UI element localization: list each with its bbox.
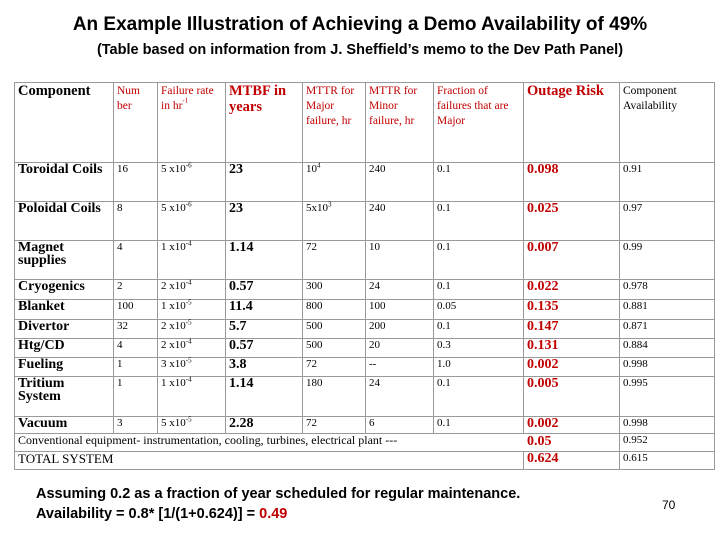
row-number: 100 [114,300,158,320]
row-mtbf: 1.14 [226,377,303,417]
row-availability: 0.884 [620,339,715,358]
row-fraction: 1.0 [434,358,524,377]
row-mttr-minor: 20 [366,339,434,358]
row-mttr-major: 800 [303,300,366,320]
row-component: Vacuum [15,417,114,434]
row-outage-risk: 0.098 [524,163,620,202]
row-component: Magnet supplies [15,241,114,280]
page-number: 70 [662,498,676,512]
row-outage-risk: 0.007 [524,241,620,280]
row-mttr-major: 72 [303,241,366,280]
row-failure-rate: 1 $x10^{-4}$ [158,241,226,280]
row-mttr-major: $10^4$ [303,163,366,202]
conventional-risk: 0.05 [527,434,552,449]
row-fraction: 0.3 [434,339,524,358]
table-row [15,377,715,417]
row-component: Blanket [15,300,114,320]
row-failure-rate: 5 $x10^{-5}$ [158,417,226,434]
row-mttr-minor: 200 [366,320,434,339]
header-failure-rate: Failure rate in $hr^{-1}$ [158,83,226,163]
row-number: 2 [114,280,158,300]
conventional-availability: 0.952 [620,434,715,452]
header-outage-risk: Outage Risk [524,83,620,163]
row-outage-risk: 0.131 [524,339,620,358]
row-failure-rate: 2 $x10^{-4}$ [158,280,226,300]
slide-title: An Example Illustration of Achieving a Demo Availability of 49% [72,14,648,35]
row-availability: 0.97 [620,202,715,241]
row-component: Tritium System [15,377,114,417]
row-mttr-major: 180 [303,377,366,417]
header-mttr-minor: MTTR for Minor failure, hr [366,83,434,163]
row-mttr-major: 500 [303,320,366,339]
row-component: Fueling [15,358,114,377]
row-component: Poloidal Coils [15,202,114,241]
row-fraction: 0.1 [434,202,524,241]
maintenance-note [36,484,520,524]
table-row-total [15,452,715,470]
row-mttr-minor: 240 [366,163,434,202]
row-mttr-minor: 240 [366,202,434,241]
row-number: 4 [114,241,158,280]
total-availability: 0.615 [620,452,715,470]
row-availability: 0.998 [620,358,715,377]
row-number: 8 [114,202,158,241]
row-outage-risk: 0.147 [524,320,620,339]
row-fraction: 0.1 [434,417,524,434]
row-outage-risk: 0.002 [524,358,620,377]
row-mttr-major: $5x10^3$ [303,202,366,241]
availability-table [14,82,715,470]
row-fraction: 0.1 [434,241,524,280]
row-outage-risk: 0.025 [524,202,620,241]
row-mtbf: 23 [226,163,303,202]
row-number: 1 [114,358,158,377]
row-fraction: 0.1 [434,280,524,300]
table-row [15,241,715,280]
table-row [15,300,715,320]
header-fraction-major: Fraction of failures that are Major [434,83,524,163]
row-outage-risk: 0.022 [524,280,620,300]
row-component: Cryogenics [15,280,114,300]
header-mtbf: MTBF in years [226,83,303,163]
table-row [15,320,715,339]
row-mttr-major: 300 [303,280,366,300]
row-number: 1 [114,377,158,417]
table-header-row [15,83,715,163]
row-mttr-major: 72 [303,358,366,377]
row-outage-risk: 0.002 [524,417,620,434]
row-mtbf: 2.28 [226,417,303,434]
row-component: Toroidal Coils [15,163,114,202]
row-availability: 0.99 [620,241,715,280]
table-row [15,339,715,358]
row-availability: 0.871 [620,320,715,339]
header-component: Component [15,83,114,163]
row-mtbf: 5.7 [226,320,303,339]
header-availability: Component Availability [620,83,715,163]
row-failure-rate: 2 $x10^{-4}$ [158,339,226,358]
row-mtbf: 0.57 [226,280,303,300]
table-row [15,417,715,434]
row-availability: 0.995 [620,377,715,417]
row-component: Htg/CD [15,339,114,358]
row-availability: 0.881 [620,300,715,320]
row-mtbf: 0.57 [226,339,303,358]
table-row [15,280,715,300]
row-availability: 0.91 [620,163,715,202]
table-row [15,163,715,202]
row-mttr-major: 500 [303,339,366,358]
row-availability: 0.998 [620,417,715,434]
row-number: 16 [114,163,158,202]
row-failure-rate: 1 $x10^{-5}$ [158,300,226,320]
row-failure-rate: 3 $x10^{-5}$ [158,358,226,377]
note-line-1: Assuming 0.2 as a fraction of year scheduled for regular maintenance. [36,486,521,502]
note-line-2 [36,504,520,524]
row-outage-risk: 0.135 [524,300,620,320]
row-mtbf: 3.8 [226,358,303,377]
row-mttr-minor: 24 [366,280,434,300]
total-risk-value: 0.624 [527,451,559,466]
row-fraction: 0.05 [434,300,524,320]
conventional-label: Conventional equipment- instrumentation, cooling, turbines, electrical plant --- [15,434,620,452]
row-failure-rate: 2 $x10^{-5}$ [158,320,226,339]
row-number: 4 [114,339,158,358]
row-failure-rate: 5 $x10^{-6}$ [158,163,226,202]
row-outage-risk: 0.005 [524,377,620,417]
row-number: 32 [114,320,158,339]
row-component: Divertor [15,320,114,339]
row-mtbf: 11.4 [226,300,303,320]
row-mtbf: 1.14 [226,241,303,280]
row-failure-rate: 1 $x10^{-4}$ [158,377,226,417]
total-risk [524,434,620,470]
row-fraction: 0.1 [434,163,524,202]
row-mttr-major: 72 [303,417,366,434]
header-number: Num ber [114,83,158,163]
table-row [15,358,715,377]
row-number: 3 [114,417,158,434]
row-failure-rate: 5 $x10^{-6}$ [158,202,226,241]
note-result: 0.49 [259,506,288,522]
row-fraction: 0.1 [434,320,524,339]
row-mttr-minor: 24 [366,377,434,417]
row-fraction: 0.1 [434,377,524,417]
total-label: TOTAL SYSTEM [15,452,524,470]
note-formula: Availability = 0.8* [1/(1+0.624)] = [36,506,260,522]
header-mttr-major: MTTR for Major failure, hr [303,83,366,163]
row-mttr-minor: 10 [366,241,434,280]
slide-subtitle: (Table based on information from J. Sheffield’s memo to the Dev Path Panel) [96,42,624,58]
table-row [15,202,715,241]
row-mttr-minor: -- [366,358,434,377]
row-mttr-minor: 100 [366,300,434,320]
row-mtbf: 23 [226,202,303,241]
row-mttr-minor: 6 [366,417,434,434]
row-availability: 0.978 [620,280,715,300]
